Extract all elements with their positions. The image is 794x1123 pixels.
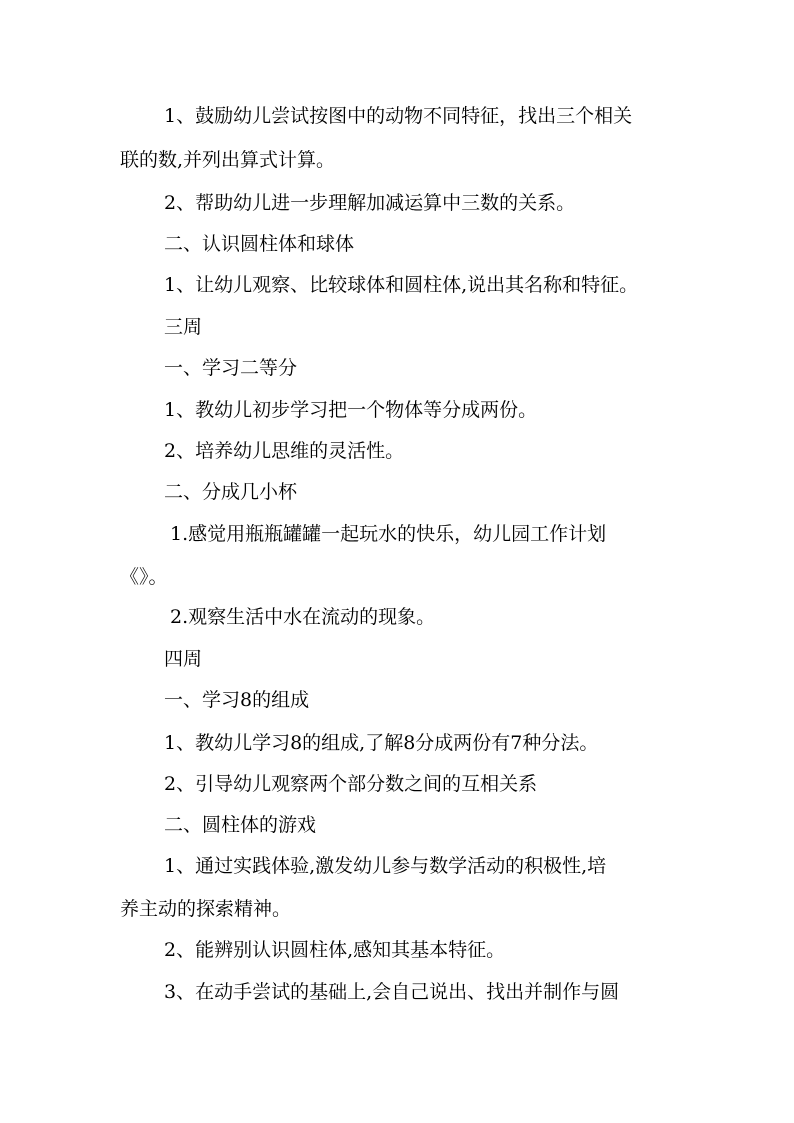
- text-line-halves-2: 2、培养幼儿思维的灵活性。: [164, 440, 405, 462]
- text-line-game-2: 2、能辨别认识圆柱体,感知其基本特征。: [164, 939, 506, 961]
- text-line-goal-1-cont: 联的数,并列出算式计算。: [120, 149, 336, 171]
- text-line-game-1-cont: 养主动的探索精神。: [120, 898, 292, 920]
- text-line-goal-2: 2、帮助幼儿进一步理解加减运算中三数的关系。: [164, 192, 576, 214]
- text-line-cups-2: 2.观察生活中水在流动的现象。: [170, 606, 436, 628]
- section-heading-composition-8: 一、学习8的组成: [164, 689, 310, 711]
- text-line-composition-1: 1、教幼儿学习8的组成,了解8分成两份有7种分法。: [164, 732, 599, 754]
- text-line-composition-2: 2、引导幼儿观察两个部分数之间的互相关系: [164, 773, 538, 795]
- text-line-observe: 1、让幼儿观察、比较球体和圆柱体,说出其名称和特征。: [164, 274, 639, 296]
- text-line-halves-1: 1、教幼儿初步学习把一个物体等分成两份。: [164, 399, 538, 421]
- week-heading-four: 四周: [164, 648, 203, 670]
- week-heading-three: 三周: [164, 316, 203, 338]
- section-heading-cylinder-sphere: 二、认识圆柱体和球体: [164, 233, 355, 255]
- text-line-cups-1: 1.感觉用瓶瓶罐罐一起玩水的快乐，幼儿园工作计划: [170, 523, 607, 545]
- section-heading-halves: 一、学习二等分: [164, 357, 298, 379]
- section-heading-cylinder-game: 二、圆柱体的游戏: [164, 814, 317, 836]
- text-line-goal-1: 1、鼓励幼儿尝试按图中的动物不同特征，找出三个相关: [164, 105, 633, 127]
- text-line-game-3: 3、在动手尝试的基础上,会自己说出、找出并制作与圆: [164, 981, 620, 1003]
- text-line-game-1: 1、通过实践体验,激发幼儿参与数学活动的积极性,培: [164, 855, 607, 877]
- text-line-cups-1-cont: 《》。: [120, 566, 168, 588]
- section-heading-cups: 二、分成几小杯: [164, 481, 298, 503]
